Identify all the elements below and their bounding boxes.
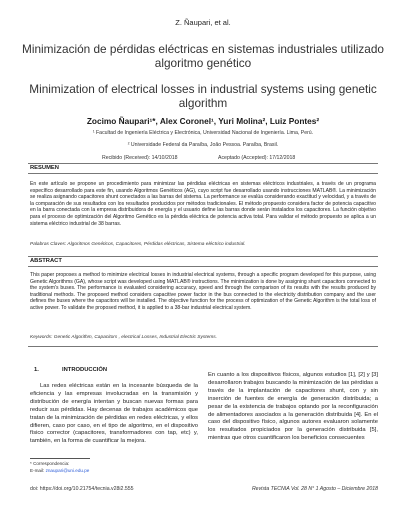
resumen-text: En este artículo se propone un procedimiento para minimizar las pérdidas eléctricas en sistemas eléctricos industriales, a través de un programa específico desarrollado para este fin, usando Algoritmos Genéticos (AG), cuyo script fue desarrollado usando instrucciones MATLAB®. La minimización se realiza asignando capacitores shunt conectados a las barras del sistema. La performance se evalúa considerando exactitud y velocidad, y a través de la comparación de sus resultados con los resultados producidos por métodos tradicionales. El método propuesto considera factor de potencia capacitivo en la barra conectada con la empresa distribuidora de energía y el usuario define las barras donde serán instalados los capacitores. La función objetivo para el proceso de optimización del Algoritmo Genético es la pérdida eléctrica de potencia activa total. Para validar el método propuesto se aplica a un sistema eléctrico industrial de 38 barras.	[30, 181, 376, 227]
section-title: INTRODUCCIÓN	[62, 367, 108, 373]
divider	[28, 346, 378, 347]
divider	[28, 173, 378, 174]
resumen-heading: RESUMEN	[30, 165, 59, 171]
affiliation-1: ¹ Facultad de Ingeniería Eléctrica y Electrónica, Universidad Nacional de Ingeniería. Lima, Perú.	[92, 130, 314, 136]
doi-link[interactable]: doi: https://doi.org/10.21754/tecnia.v28i2.555	[30, 486, 134, 492]
divider	[28, 266, 378, 267]
section-number: 1.	[34, 367, 39, 373]
running-head: Z. Ñaupari, et al.	[175, 18, 231, 27]
abstract-text: This paper proposes a method to minimize electrical losses in industrial electrical systems, through a specific program developed for this purpose, using Genetic Algorithms (GA), whose script was developed using MATLAB® instructions. The minimization is done by assigning shunt capacitors connected to the system's buses. The performance is evaluated considering accuracy, speed and through the comparison of its results with the results produced by traditional methods. The proposed method considers capacitive power factor in the bus connected to the electricity distribution company and the user defines the buses where the capacitors will be installed. The objective function for the process of optimization of the Genetic Algorithm is the total loss of active power. To validate the proposed method, it is applied to a 38-bar industrial electrical system.	[30, 272, 376, 311]
resumen-keywords: Palabras Claves: Algoritmos Genéticos, Capacitores, Pérdidas eléctricas, Sistema eléctrico industrial.	[30, 242, 246, 247]
divider	[28, 163, 378, 164]
divider	[28, 256, 378, 257]
journal-citation: Revista TECNIA Vol. 28 N° 1 Agosto – Diciembre 2018	[251, 486, 378, 492]
english-title: Minimization of electrical losses in industrial systems using genetic algorithm	[29, 82, 377, 110]
abstract-heading: ABSTRACT	[30, 258, 62, 264]
intro-left-column: Las redes eléctricas están en la incesante búsqueda de la eficiencia y las empresas involucradas en la transmisión y distribución de energía intentan y buscan nuevas formas para reducir sus pérdidas. Hay decenas de trabajos académicos que tratan de la minimización de pérdidas en redes eléctricas, y ellos difieren, caso por caso, en el tipo de algoritmo, en el dispositivo físico corrector (capacitores, transformadores con tap, etc) y, también, en la forma de cuantificar la mejora.	[30, 383, 198, 445]
accepted-date: Aceptado (Accepted): 17/12/2018	[218, 155, 296, 161]
footnote-email-line	[30, 468, 89, 473]
affiliation-2: ² Universidade Federal da Paraíba, João Pessoa. Paraíba, Brasil.	[127, 142, 279, 148]
footnote-label: * Correspondencia:	[30, 461, 70, 466]
email-link[interactable]: znaupari@uni.edu.pe	[45, 468, 90, 473]
email-label: E-mail:	[30, 468, 46, 473]
abstract-keywords: Keywords: Genetic Algorithm, Capacitors , electrical Losses, Industrial Electric Systems.	[30, 335, 217, 340]
footnote-divider	[30, 458, 90, 459]
received-date: Recibido (Received): 14/10/2018	[102, 155, 178, 161]
author-list: Zocimo Ñaupari¹*, Alex Coronel¹, Yuri Molina², Luiz Pontes²	[86, 116, 320, 126]
spanish-title: Minimización de pérdidas eléctricas en sistemas industriales utilizado algoritmo genético	[22, 42, 384, 70]
intro-right-column: En cuanto a los dispositivos físicos, algunos estudios [1], [2] y [3] desarrollaron trabajos buscando la minimización de las pérdidas a través de la implantación de capacitores shunt, con y sin inserción de fuentes de energía de generación distribuida; a pesar de la existencia de trabajos optando por la reconfiguración de alimentadores asociados a la generación distribuida [4]. En el caso del dispositivo físico, algunos autores evaluaron solamente los resultados propiciados por la generación distribuida [5], mientras que otros cuantificaron los beneficios consecuentes	[208, 372, 378, 442]
